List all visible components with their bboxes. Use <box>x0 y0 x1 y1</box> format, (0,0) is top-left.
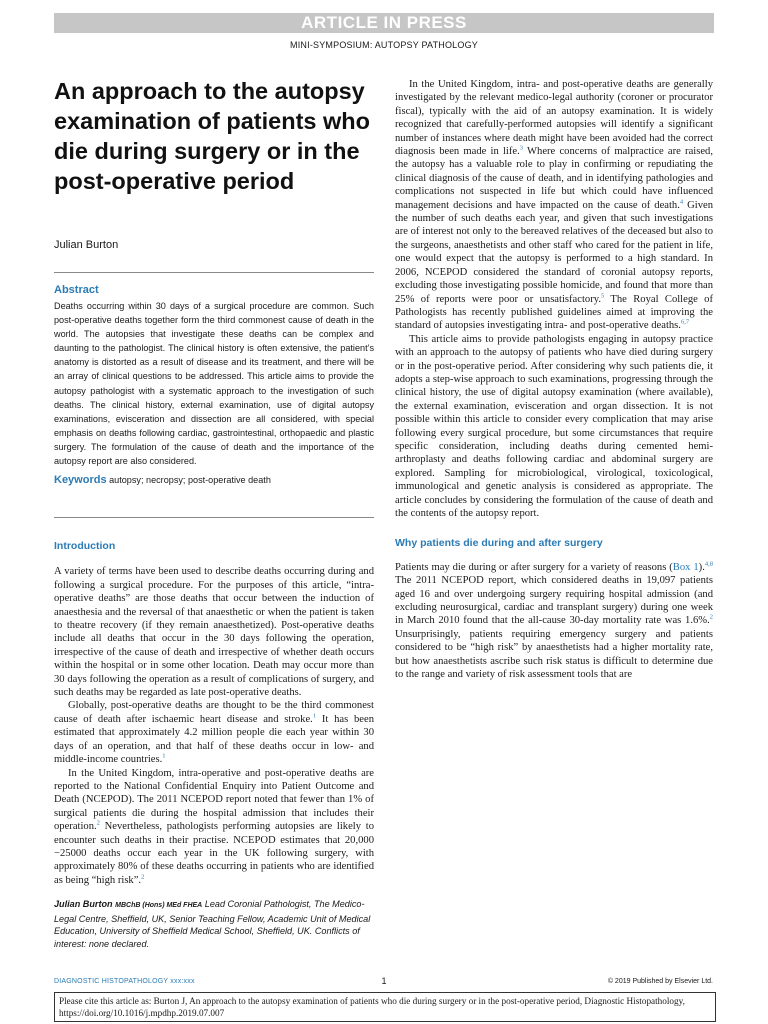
why-p1-text-c: The 2011 NCEPOD report, which considered deaths in 19,097 patients aged 16 and over undergoing surgery requiring hospital admission (and excluding neurosurgical, cardiac and transplant surgery) during one week in March 2010 found that the all-cause 30-day mortality rate was 1.6%. <box>395 575 713 627</box>
intro-paragraph-2 <box>54 699 374 766</box>
page-number: 1 <box>381 976 387 986</box>
citation-box: Please cite this article as: Burton J, An approach to the autopsy examination of patients who die during surgery or in the post-operative period, Diagnostic Histopathology, https://doi.org/10.1016/j.mpdhp.2019.07.007 <box>54 992 716 1022</box>
introduction-heading: Introduction <box>54 540 116 552</box>
reference-link[interactable]: 4,8 <box>704 560 713 568</box>
article-title: An approach to the autopsy examination of patients who die during surgery or in the post-operative period <box>54 78 370 194</box>
keywords-line <box>54 473 374 487</box>
intro-paragraph-3 <box>54 767 374 888</box>
author-affiliation-note <box>54 898 374 950</box>
intro-paragraph-5: This article aims to provide pathologists engaging in autopsy practice with an approach to the autopsy of patients who have died during surgery or in the post-operative period. After considering why such patients die, it adopts a step-wise approach to such examinations, progressing through the clinical history, the use of digital autopsy examination (where available), the external examination, evisceration and organ dissection. It is not possible within this article to consider every complication that may arise following every surgical procedure, but some circumstances that require specific consideration, including deaths during cemented hemi-arthroplasty and deaths following cardiac and abdominal surgery are explored. Sampling for microbiological, virological, toxicological, immunological and genetic analysis is considered as appropriate. The article concludes by considering the formulation of the cause of death and the contents of the autopsy report. <box>395 333 713 519</box>
author-note-qualifications: MBChB (Hons) MEd FHEA <box>115 902 203 909</box>
intro-p2-text-a: Globally, post-operative deaths are thought to be the third commonest cause of death after ischaemic heart disease and stroke. <box>54 700 374 725</box>
author-note-text: Lead Coronial Pathologist, The Medico-Legal Centre, Sheffield, UK, Senior Teaching Fellow, Academic Unit of Medical Education, University of Sheffield Medical School, Sheffield, UK. Conflicts of interest: none declared. <box>54 899 371 949</box>
reference-link[interactable]: 1 <box>312 712 317 720</box>
reference-link[interactable]: 2 <box>96 819 100 827</box>
box-1-link[interactable]: Box 1 <box>672 561 699 573</box>
reference-link[interactable]: 5 <box>600 291 605 299</box>
author-note-name: Julian Burton <box>54 899 113 909</box>
intro-p2-text-b: It has been estimated that approximately 4.2 million people die each year within 30 days of an operation, and that half of these deaths occur in low- and middle-income countries. <box>54 713 374 766</box>
abstract-top-rule <box>54 272 374 273</box>
intro-p4-text-a: In the United Kingdom, intra- and post-operative deaths are generally investigated by the relevant medico-legal authority (coroner or procurator fiscal), typically with the aid of an autopsy examination. It is widely recognized that carefully-performed autopsies will identify a significant number of instances where death might have been avoided had the correct diagnosis been made in life. <box>395 79 713 158</box>
abstract-bottom-rule <box>54 517 374 518</box>
why-paragraph-1 <box>395 561 713 682</box>
keywords-list: autopsy; necropsy; post-operative death <box>109 475 271 486</box>
abstract-section <box>54 284 374 487</box>
intro-p3-text-a: In the United Kingdom, intra-operative and post-operative deaths are reported to the National Confidential Enquiry into Patient Outcome and Death (NCEPOD). The 2011 NCEPOD report noted that fewer than 1% of surgical patients die during the hospital admission that includes their operation. <box>54 767 374 833</box>
right-column <box>395 78 713 681</box>
why-p1-text-d: Unsurprisingly, patients requiring emergency surgery and patients considered to be “high risk” by anaesthetists had a higher mortality rate, but how anaesthetists ascribe such risk status is difficult to determine due to the range and variety of risk assessment tools that are <box>395 628 713 681</box>
left-column <box>54 540 374 887</box>
section-label: MINI-SYMPOSIUM: AUTOPSY PATHOLOGY <box>290 40 478 50</box>
reference-link[interactable]: 2 <box>141 873 145 881</box>
author-name: Julian Burton <box>54 239 119 251</box>
reference-link[interactable]: 3 <box>519 144 524 152</box>
why-p1-text-a: Patients may die during or after surgery for a variety of reasons ( <box>395 561 673 573</box>
intro-p4-text-c: Given the number of such deaths each year, and given that such investigations are of interest not only to the bereaved relatives of the deceased but also to the surgeons, anaesthetists and other staff who cared for the patient in life, one would expect that the autopsy is performed to a high standard. In 2006, NCEPOD considered the standard of coronial autopsy reports, excluding those investigating possible homicide, and found that more than 25% of reports were poor or unsatisfactory. <box>395 199 714 305</box>
keywords-label: Keywords <box>54 474 107 487</box>
intro-p3-text-b: Nevertheless, pathologists performing autopsies are likely to encounter such deaths in their practise. NCEPOD estimates that 20,000 −25000 deaths occur each year in the UK following surgery, with approximately 80% of these deaths occurring in patients who are identified as being “high risk”. <box>54 821 374 886</box>
intro-paragraph-1: A variety of terms have been used to describe deaths occurring during and following a surgical procedure. For the purposes of this article, “intra-operative deaths” are those deaths that occur between the induction of anaesthesia and the reversal of that anaesthetic or when the patient is taken to theatre recovery (if they remain anaesthetized). Post-operative deaths include all deaths that occur in the 30 days following the operation, irrespective of the cause of death and irrespective of whether death occurs within the hospital or in some other location. Death may occur more than 30 days following the operation as a result of complications of surgery, and such deaths may be regarded as late post-operative deaths. <box>54 566 374 699</box>
intro-p4-text-b: Where concerns of malpractice are raised, the autopsy has a valuable role to play in confirming or repudiating the clinical diagnosis of the cause of death, and in identifying pathologies and complications not suspected in life but which could have influenced management decisions and have impacted on the cause of death. <box>395 146 713 211</box>
abstract-heading: Abstract <box>54 284 99 296</box>
why-p1-text-b: ). <box>698 561 705 573</box>
reference-link[interactable]: 6,7 <box>680 318 690 326</box>
intro-paragraph-4 <box>395 78 713 333</box>
reference-link[interactable]: 2 <box>709 613 713 621</box>
copyright-notice: © 2019 Published by Elsevier Ltd. <box>607 978 713 985</box>
intro-p4-text-d: The Royal College of Pathologists has recently published guidelines aimed at improving the standard of autopsies investigating intra- and post-operative deaths. <box>395 293 713 332</box>
reference-link[interactable]: 4 <box>679 198 684 206</box>
abstract-text: Deaths occurring within 30 days of a surgical procedure are common. Such post-operative deaths together form the third commonest cause of death in the world. The autopsies that investigate these deaths can be complex and daunting to the pathologist. The clinical history is often extensive, the patient’s anatomy is distorted as a result of disease and its treatment, and there will be an array of clinical questions to be addressed. This article aims to provide the autopsy pathologist with a systematic approach to the investigation of such deaths. The clinical history, external examination, use of digital autopsy examinations, evisceration and dissection are all considered, with special emphasis on deaths following cardiac, gastrointestinal, orthopaedic and plastic surgery. The formulation of the cause of death and the importance of the autopsy report are also considered. <box>54 301 374 467</box>
why-patients-die-heading: Why patients die during and after surgery <box>395 537 603 550</box>
article-in-press-banner: ARTICLE IN PRESS <box>54 13 714 33</box>
journal-name: DIAGNOSTIC HISTOPATHOLOGY xxx:xxx <box>54 978 195 985</box>
reference-link[interactable]: 1 <box>162 752 166 760</box>
